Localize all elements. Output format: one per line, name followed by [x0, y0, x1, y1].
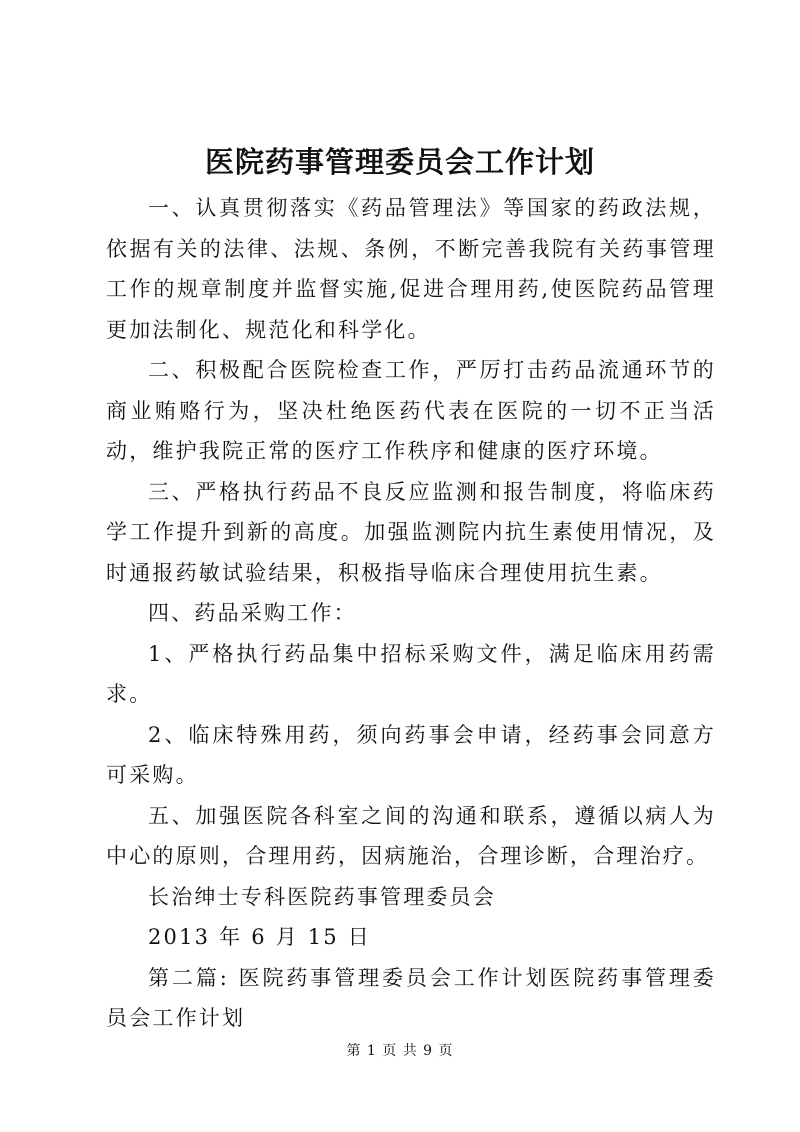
paragraph-2: 二、积极配合医院检查工作，严厉打击药品流通环节的商业贿赂行为，坚决杜绝医药代表在医院的一切不正当活动，维护我院正常的医疗工作秩序和健康的医疗环境。: [106, 358, 716, 463]
next-section-heading: 第二篇: 医院药事管理委员会工作计划医院药事管理委员会工作计划: [106, 965, 716, 1030]
signature-date: 2013 年 6 月 15 日: [148, 925, 371, 949]
paragraph-4-item-1: 1、严格执行药品集中招标采购文件，满足临床用药需求。: [106, 641, 716, 706]
document-title: 医院药事管理委员会工作计划: [204, 145, 595, 179]
paragraph-5: 五、加强医院各科室之间的沟通和联系，遵循以病人为中心的原则，合理用药，因病施治，合理诊断，合理治疗。: [106, 803, 716, 868]
page-number-footer: 第 1 页 共 9 页: [346, 1043, 454, 1059]
document-body: [106, 188, 716, 1039]
paragraph-1: 一、认真贯彻落实《药品管理法》等国家的药政法规，依据有关的法律、法规、条例，不断完善我院有关药事管理工作的规章制度并监督实施,促进合理用药,使医院药品管理更加法制化、规范化和科学化。: [106, 196, 716, 342]
paragraph-3: 三、严格执行药品不良反应监测和报告制度，将临床药学工作提升到新的高度。加强监测院内抗生素使用情况，及时通报药敏试验结果，积极指导临床合理使用抗生素。: [106, 479, 716, 585]
paragraph-4-item-2: 2、临床特殊用药，须向药事会申请，经药事会同意方可采购。: [106, 722, 716, 787]
signature-organization: 长治绅士专科医院药事管理委员会: [148, 884, 496, 909]
paragraph-4-heading: 四、药品采购工作：: [148, 601, 357, 625]
